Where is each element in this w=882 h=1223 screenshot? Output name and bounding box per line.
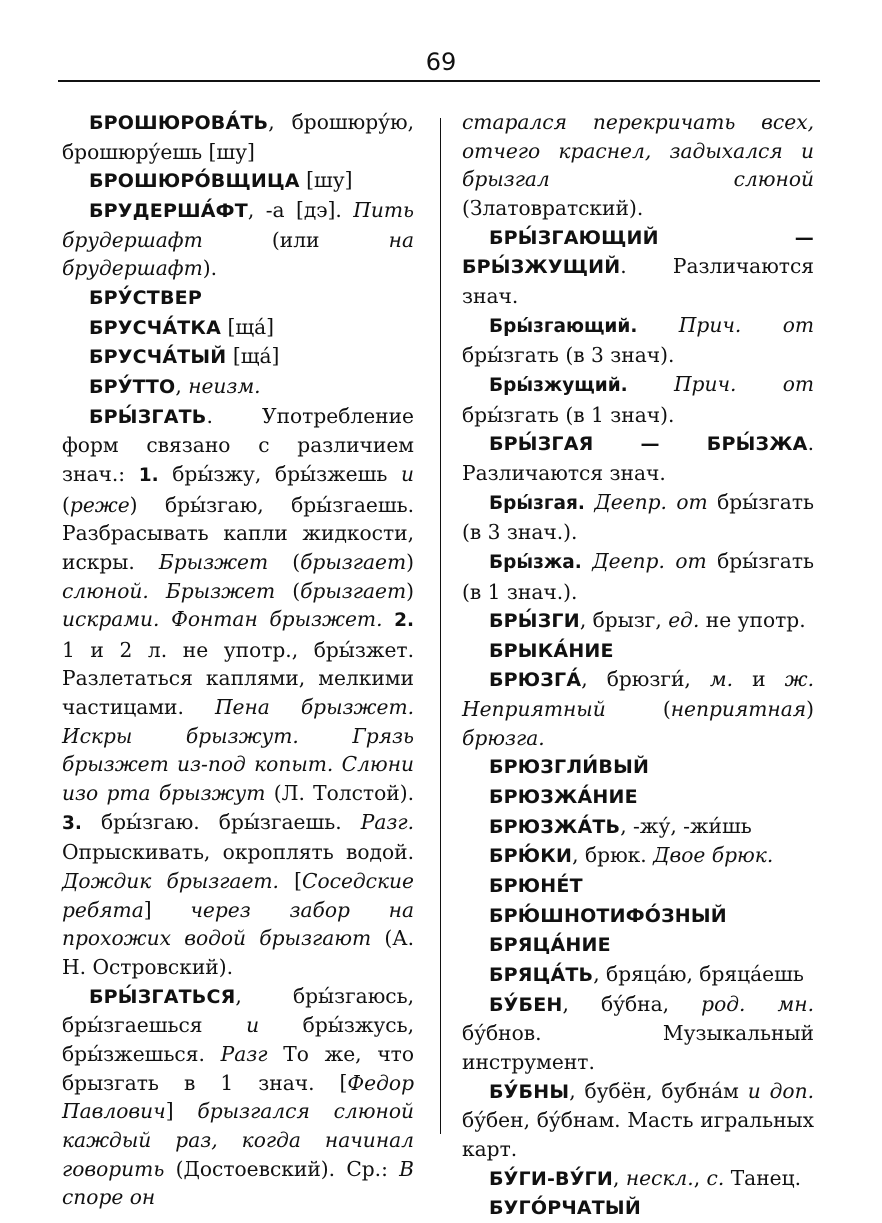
entry-text — [582, 549, 592, 573]
entry-headword: БУ́БЕН — [489, 993, 563, 1016]
entry-italic-text: и — [246, 1013, 260, 1038]
dictionary-entry — [462, 1193, 814, 1223]
dictionary-entry — [462, 812, 814, 842]
entry-text: бу́бен, бу́бнам. Масть игральных карт. — [462, 1108, 814, 1161]
column-divider — [440, 118, 441, 1134]
dictionary-entry — [62, 108, 414, 166]
entry-headword: БРЫ́ЗГАЯ — БРЫ́ЗЖА — [489, 433, 808, 456]
dictionary-entry — [62, 166, 414, 196]
entry-text — [383, 607, 395, 631]
dictionary-entry — [62, 196, 414, 283]
entry-italic-text: брызгает — [300, 549, 407, 574]
dictionary-entry — [62, 982, 414, 1212]
entry-italic-text: слюной. Брызжет — [62, 578, 276, 603]
dictionary-entry — [62, 283, 414, 313]
dictionary-entry — [462, 990, 814, 1077]
entry-text — [585, 490, 594, 514]
entry-text: ( — [605, 697, 671, 722]
entry-text: (А. Н. Островский). — [62, 926, 414, 980]
dictionary-entry — [462, 782, 814, 812]
entry-text — [628, 372, 674, 396]
entry-text: ( — [268, 549, 301, 574]
entry-italic-text: Прич. от — [673, 371, 814, 396]
entry-headword: БУГО́РЧАТЫЙ — [489, 1197, 641, 1220]
entry-text: 1 и 2 л. не употр., бры́зжет. Разлетаться каплями, мелкими частицами. — [62, 637, 414, 720]
entry-text: ( — [275, 578, 301, 603]
entry-italic-text: на брудершафт — [62, 227, 414, 281]
entry-text: (или — [202, 227, 389, 252]
entry-italic-text: Пена брызжет. Искры брызжут. Грязь брызжет из-под копыт. Слюни изо рта брызжут — [62, 695, 414, 806]
entry-headword: БРУДЕРША́ФТ — [89, 199, 248, 222]
entry-text: . Употребление форм связано с различием знач.: — [62, 403, 414, 486]
dictionary-entry — [462, 488, 814, 547]
entry-italic-text: Деепр. от — [592, 548, 707, 573]
dictionary-entry — [62, 342, 414, 372]
entry-text: Опрыскивать, окроплять водой. — [62, 840, 414, 865]
entry-text: не употр. — [699, 608, 806, 633]
dictionary-entry — [462, 636, 814, 666]
entry-bold-text: Бры́зжущий. — [489, 374, 628, 396]
entry-text: , — [693, 1165, 707, 1190]
entry-italic-text: неприятная — [670, 697, 807, 722]
entry-italic-text: Разг — [220, 1042, 268, 1066]
entry-text: ] — [165, 1099, 198, 1124]
entry-text: , — [175, 373, 189, 398]
entry-italic-text: искрами. Фонтан брызжет. — [62, 607, 383, 632]
entry-headword: БРЫКА́НИЕ — [489, 639, 614, 662]
dictionary-entry — [462, 606, 814, 636]
entry-bold-text: Бры́зжа. — [489, 551, 582, 573]
dictionary-entry — [462, 108, 814, 223]
entry-headword: БРЮЗЖА́ТЬ — [489, 815, 621, 838]
entry-text: ) — [806, 697, 814, 722]
dictionary-entry — [462, 1077, 814, 1164]
entry-headword: БРЮЗГА́ — [489, 669, 582, 692]
entry-text: бры́згать (в 3 знач). — [462, 343, 675, 368]
entry-italic-text: Брызжет — [158, 549, 269, 574]
entry-headword: БРЫ́ЗГИ — [489, 610, 580, 633]
entry-text: [ща́] — [226, 344, 280, 369]
dictionary-entry — [462, 547, 814, 606]
entry-italic-text: с. — [706, 1165, 725, 1190]
entry-headword: БРЯЦА́НИЕ — [489, 934, 611, 957]
dictionary-entry — [462, 901, 814, 931]
dictionary-entry — [462, 752, 814, 782]
dictionary-entry — [462, 370, 814, 429]
entry-italic-text: неизм. — [188, 373, 261, 398]
entry-headword: БРЯЦА́ТЬ — [489, 964, 594, 987]
entry-headword: БРОШЮРО́ВЩИЦА — [89, 170, 300, 193]
page-number: 69 — [425, 48, 457, 76]
dictionary-entry — [62, 372, 414, 402]
dictionary-entry — [462, 960, 814, 990]
entry-text: , -жу́, -жи́шь — [620, 813, 752, 838]
entry-italic-text: и — [401, 461, 415, 486]
entry-headword: БУ́ГИ-ВУ́ГИ — [489, 1167, 613, 1190]
entry-italic-text: ж. — [784, 667, 814, 692]
entry-headword: БРЮНЕ́Т — [489, 875, 583, 898]
entry-bold-text: 2. — [394, 610, 414, 632]
entry-italic-text: брюзга. — [462, 725, 545, 750]
entry-bold-text: 1. — [138, 464, 159, 486]
entry-text — [637, 313, 678, 337]
entry-text: , — [612, 1165, 626, 1190]
entry-text: . Различаются знач. — [462, 431, 814, 485]
entry-text: ) бры́згаю, бры́згаешь. Разбрасывать капли жидкости, искры. — [62, 492, 414, 574]
entry-text: Танец. — [724, 1165, 801, 1190]
entry-text: , бубён, бубна́м — [569, 1078, 748, 1103]
entry-italic-text: ед. — [668, 608, 700, 633]
entry-bold-text: Бры́згая. — [489, 492, 585, 514]
entry-italic-text: Прич. от — [678, 312, 815, 337]
entry-text: бры́згать (в 1 знач.). — [462, 548, 815, 604]
entry-italic-text: старался перекричать всех, отчего краснел, задыхался и брызгал слюной — [462, 110, 814, 192]
dictionary-entry — [62, 402, 414, 982]
entry-headword: БРЫ́ЗГАЮЩИЙ — БРЫ́ЗЖУЩИЙ — [462, 226, 814, 279]
left-column — [62, 108, 414, 1212]
entry-text: , бры́згаюсь, бры́згаешься — [62, 983, 414, 1038]
entry-italic-text: Двое брюк. — [653, 843, 774, 868]
header-rule — [58, 80, 820, 82]
dictionary-entry — [462, 429, 814, 487]
entry-italic-text: и доп. — [747, 1078, 814, 1103]
entry-headword: БРОШЮРОВА́ТЬ — [89, 112, 269, 134]
entry-text: , брошюру́ю, брошюру́ешь [шу] — [62, 110, 414, 164]
entry-text: . Различаются знач. — [462, 254, 814, 308]
entry-text: [шу] — [299, 168, 353, 193]
entry-italic-text: Деепр. от — [594, 489, 708, 514]
entry-headword: БРЮЗГЛИ́ВЫЙ — [489, 756, 650, 779]
entry-text: ( — [62, 492, 70, 517]
entry-text: ) — [406, 549, 415, 574]
entry-text: бры́згать (в 1 знач). — [462, 402, 675, 427]
dictionary-entry — [462, 871, 814, 901]
dictionary-entry — [462, 311, 814, 370]
entry-italic-text: Пить брудершафт — [62, 197, 414, 252]
entry-text: , брюк. — [572, 843, 654, 868]
entry-italic-text: Федор Павлович — [62, 1070, 414, 1124]
entry-italic-text: В споре он — [62, 1156, 414, 1210]
entry-text: бры́згаю. бры́згаешь. — [81, 809, 361, 834]
right-column — [462, 108, 814, 1223]
entry-headword: БРУСЧА́ТКА — [89, 316, 222, 339]
dictionary-entry — [462, 223, 814, 311]
entry-headword: БРЮЗЖА́НИЕ — [489, 786, 638, 809]
entry-text: , брызг, — [579, 608, 669, 633]
entry-text: бры́зжусь, бры́зжешься. — [62, 1013, 414, 1066]
entry-text: , брюзги́, — [581, 667, 710, 692]
entry-text: [ща́] — [221, 314, 275, 339]
entry-headword: БРУ́СТВЕР — [89, 286, 202, 309]
entry-text: , бряца́ю, бряца́ешь — [593, 962, 804, 987]
entry-headword: БРЮ́ШНОТИФО́ЗНЫЙ — [489, 904, 727, 927]
entry-italic-text: реже — [69, 492, 130, 517]
entry-italic-text: Разг. — [360, 809, 414, 834]
entry-text: То же, что брызгать в 1 знач. [ — [62, 1042, 414, 1095]
entry-italic-text: брызгался слюной каждый раз, когда начинал говорить — [62, 1099, 414, 1181]
entry-text: ). — [202, 256, 218, 281]
dictionary-entry — [462, 841, 814, 871]
entry-text: и — [733, 667, 785, 692]
entry-italic-text: брызгает — [300, 578, 407, 603]
dictionary-entry — [462, 1164, 814, 1194]
entry-text: бры́зжу, бры́зжешь — [158, 461, 401, 486]
entry-italic-text: род. мн. — [701, 991, 814, 1016]
entry-italic-text: Соседские ребята — [62, 869, 414, 922]
entry-headword: БРУ́ТТО — [89, 375, 176, 398]
entry-text: (Златовратский). — [462, 195, 644, 220]
entry-text: [ — [278, 869, 303, 894]
entry-text: (Достоевский). Ср.: — [164, 1156, 400, 1181]
entry-text: , бу́бна, — [562, 991, 702, 1016]
entry-headword: БРЫ́ЗГАТЬСЯ — [89, 985, 236, 1008]
entry-italic-text: м. — [709, 667, 734, 692]
entry-text: бры́згать (в 3 знач.). — [462, 489, 815, 545]
dictionary-entry — [462, 665, 814, 752]
entry-headword: БРУСЧА́ТЫЙ — [89, 346, 227, 369]
entry-bold-text: 3. — [62, 812, 82, 834]
entry-italic-text: через забор на прохожих водой брызгают — [62, 897, 415, 951]
dictionary-entry — [462, 930, 814, 960]
entry-text: (Л. Толстой). — [265, 781, 414, 806]
entry-text: ] — [143, 897, 191, 922]
entry-italic-text: нескл. — [625, 1165, 694, 1190]
entry-headword: БУ́БНЫ — [489, 1080, 570, 1103]
entry-text: бу́бнов. Музыкальный инструмент. — [462, 1021, 814, 1074]
entry-text: ) — [406, 578, 414, 603]
entry-italic-text: Дождик брызгает. — [62, 869, 279, 894]
entry-headword: БРЫ́ЗГАТЬ — [89, 405, 207, 428]
dictionary-entry — [62, 313, 414, 343]
entry-italic-text: Неприятный — [462, 697, 606, 722]
entry-text: , -а [дэ]. — [247, 197, 354, 222]
entry-bold-text: Бры́згающий. — [489, 315, 638, 337]
entry-headword: БРЮ́КИ — [489, 845, 573, 868]
